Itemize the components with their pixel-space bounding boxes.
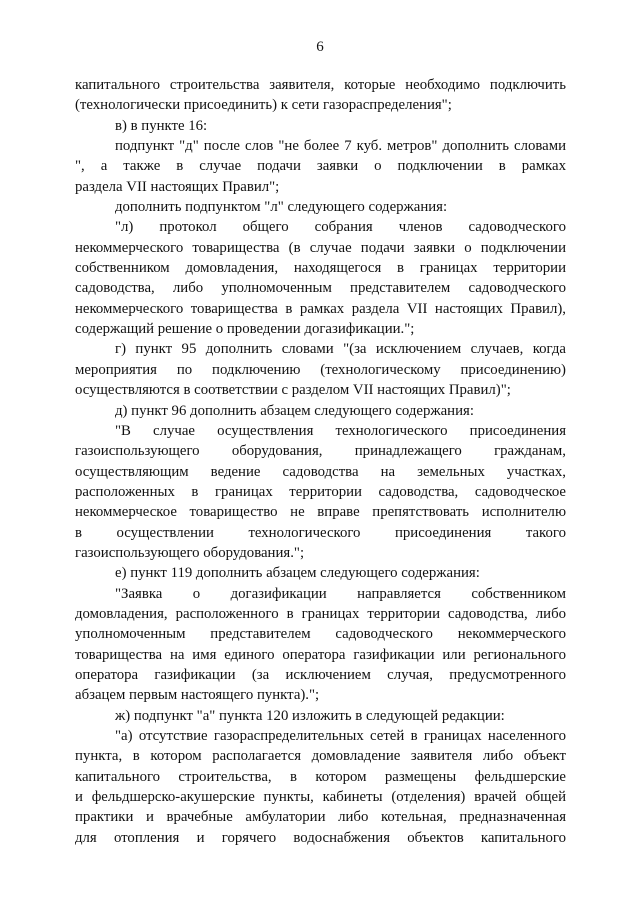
document-body (75, 75, 566, 848)
text-line: е) пункт 119 дополнить абзацем следующего содержания: (115, 565, 480, 582)
text-line: д) пункт 96 дополнить абзацем следующего содержания: (115, 402, 474, 419)
text-line: садоводства, либо уполномоченным представителем садоводческого (75, 280, 566, 297)
text-line: некоммерческого товарищества в рамках раздела VII настоящих Правил), (75, 300, 566, 317)
text-line: "л) протокол общего собрания членов садоводческого (115, 219, 566, 236)
text-line: пункта, в котором располагается домовладение заявителя либо объект (75, 748, 566, 765)
text-line: "В случае осуществления технологического присоединения (115, 422, 566, 439)
text-line: капитального строительства, в котором размещены фельдшерские (75, 768, 566, 785)
text-line: расположенных в границах территории садоводства, садоводческое (75, 483, 566, 500)
text-line: товарищества на имя единого оператора газификации или регионального (75, 646, 566, 663)
text-line: "а) отсутствие газораспределительных сетей в границах населенного (115, 728, 566, 744)
text-line: ж) подпункт "а" пункта 120 изложить в следующей редакции: (115, 707, 505, 724)
text-line: и фельдшерско-акушерские пункты, кабинеты (отделения) врачей общей (75, 789, 566, 806)
text-line: для отопления и горячего водоснабжения объектов капитального (75, 829, 566, 846)
text-line: некоммерческого товарищества (в случае подачи заявки о подключении (75, 239, 566, 256)
text-line: собственником домовладения, находящегося в границах территории (75, 260, 566, 277)
text-line: подпункт "д" после слов "не более 7 куб. метров" дополнить словами (115, 138, 566, 155)
text-line: некоммерческое товарищество не вправе препятствовать исполнителю (75, 504, 566, 521)
text-line: раздела VII настоящих Правил"; (75, 178, 280, 195)
text-line: в осуществлении технологического присоединения такого (75, 524, 566, 541)
text-line: уполномоченным представителем садоводческого некоммерческого (75, 626, 566, 643)
text-line: "Заявка о догазификации направляется собственником (115, 585, 566, 602)
text-line: содержащий решение о проведении догазификации."; (75, 321, 415, 338)
text-line: (технологически присоединить) к сети газораспределения"; (75, 97, 452, 114)
text-line: домовладения, расположенного в границах территории садоводства, либо (75, 605, 566, 622)
page-number: 6 (316, 39, 324, 55)
text-line: мероприятия по подключению (технологическому присоединению) (75, 361, 566, 378)
text-line: абзацем первым настоящего пункта)."; (75, 687, 320, 704)
text-line: оператора газификации (за исключением случая, предусмотренного (75, 666, 566, 683)
text-line: г) пункт 95 дополнить словами "(за исключением случаев, когда (115, 341, 566, 358)
text-line: практики и врачебные амбулатории либо котельная, предназначенная (75, 809, 566, 826)
text-line: осуществляющим ведение садоводства на земельных участках, (75, 463, 566, 480)
text-line: дополнить подпунктом "л" следующего содержания: (115, 199, 448, 216)
text-line: в) в пункте 16: (115, 117, 208, 134)
text-line: капитального строительства заявителя, которые необходимо подключить (75, 77, 566, 93)
text-line: ", а также в случае подачи заявки о подключении в рамках (75, 158, 566, 175)
text-line: газоиспользующего оборудования."; (75, 544, 305, 561)
text-line: газоиспользующего оборудования, принадлежащего гражданам, (75, 443, 566, 460)
text-line: осуществляются в соответствии с разделом VII настоящих Правил)"; (75, 382, 511, 399)
